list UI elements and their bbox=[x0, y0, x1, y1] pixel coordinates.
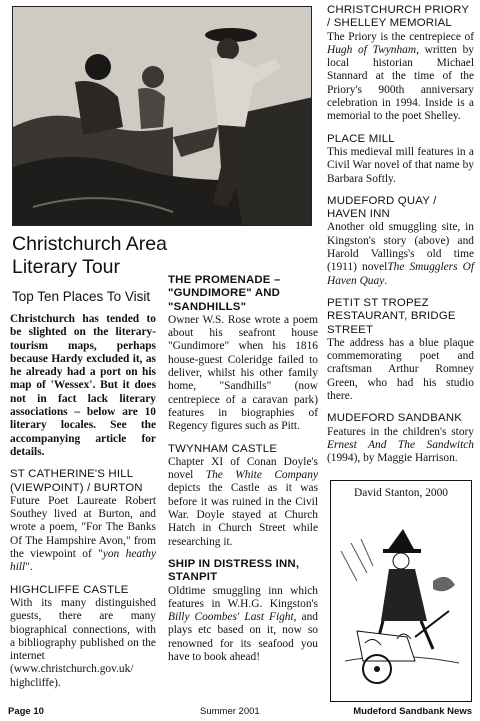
section-place-mill bbox=[327, 133, 474, 186]
title-line-1: Christchurch Area bbox=[12, 233, 167, 255]
illustration-frame bbox=[330, 480, 472, 702]
middle-column bbox=[168, 274, 318, 673]
section-christchurch-priory bbox=[327, 4, 474, 124]
section-body: Features in the children's story Ernest And The Sandwitch (1994), by Maggie Harrison. bbox=[327, 425, 474, 465]
section-heading: THE PROMENADE – "GUNDIMORE" AND "SANDHILLS" bbox=[168, 274, 281, 313]
section-st-catherines-hill bbox=[10, 468, 156, 574]
footer-publication: Mudeford Sandbank News bbox=[353, 706, 472, 717]
section-petit-st-tropez bbox=[327, 297, 474, 403]
section-twynham-castle bbox=[168, 443, 318, 549]
section-heading: HIGHCLIFFE CASTLE bbox=[10, 583, 129, 596]
section-body: This medieval mill features in a Civil War novel of that name by Barbara Softly. bbox=[327, 145, 474, 185]
section-mudeford-quay bbox=[327, 195, 474, 288]
section-body: Chapter XI of Conan Doyle's novel The White Company depicts the Castle as it was before it was ruined in the Civil War. Doyle stayed at Church Hatch in Church Street while researching it. bbox=[168, 455, 318, 548]
section-heading: MUDEFORD SANDBANK bbox=[327, 412, 463, 425]
section-highcliffe-castle bbox=[10, 584, 156, 690]
intro-paragraph: Christchurch has tended to be slighted on the literary-tourism maps, perhaps because Hardy excluded it, as he already had a port on his map of 'Wessex'. But it does not in fact lack literary associations – below are 10 literary locales. See the accompanying article for details. bbox=[10, 313, 156, 458]
section-heading: CHRISTCHURCH PRIORY / SHELLEY MEMORIAL bbox=[327, 4, 469, 30]
section-heading: MUDEFORD QUAY / HAVEN INN bbox=[327, 194, 437, 221]
footer-issue: Summer 2001 bbox=[200, 706, 260, 717]
section-body: Oldtime smuggling inn which features in W.H.G. Kingston's Billy Coombes' Last Fight, and plays etc based on it, now so renowned for its seafood you have to book ahead! bbox=[168, 584, 318, 664]
article-subtitle: Top Ten Places To Visit bbox=[12, 289, 151, 304]
section-heading: SHIP IN DISTRESS INN, STANPIT bbox=[168, 557, 300, 584]
section-mudeford-sandbank bbox=[327, 412, 474, 465]
photo-scene bbox=[13, 7, 312, 226]
section-heading: PETIT ST TROPEZ RESTAURANT, BRIDGE STREET bbox=[327, 296, 456, 336]
section-body: The Priory is the centrepiece of Hugh of Twynham, written by local historian Michael Stannard at the time of the Priory's 900th anniversary celebration in 1994. Inside is a memorial to the poet Shelley. bbox=[327, 30, 474, 123]
section-body: Owner W.S. Rose wrote a poem about his seafront house "Gundimore" when his 1816 house-guest Coleridge failed to deliver, whilst his other family home, "Sandhills" (now centrepiece of a caravan park) features in biographies of Regency figures such as Pitt. bbox=[168, 313, 318, 433]
section-heading: ST CATHERINE'S HILL (VIEWPOINT) / BURTON bbox=[10, 468, 143, 494]
section-ship-in-distress bbox=[168, 558, 318, 664]
section-body: The address has a blue plaque commemorating poet and craftsman Arthur Romney Green, who had his studio there. bbox=[327, 336, 474, 403]
section-body: With its many distinguished guests, there are many biographical connections, with a bibliography published on the internet (www.christchurch.gov.uk/ highcliffe). bbox=[10, 596, 156, 689]
section-the-promenade bbox=[168, 274, 318, 434]
left-column bbox=[10, 313, 156, 699]
section-heading: TWYNHAM CASTLE bbox=[168, 442, 278, 455]
section-body: Future Poet Laureate Robert Southey lived at Burton, and wrote a poem, "For The Banks Of The Hampshire Avon," from the viewpoint of "yon heathy hill". bbox=[10, 494, 156, 574]
section-heading: PLACE MILL bbox=[327, 132, 395, 145]
title-line-2: Literary Tour bbox=[12, 256, 121, 278]
article-photo bbox=[12, 6, 312, 226]
witch-wheelbarrow-drawing bbox=[337, 511, 467, 696]
illustration-caption: David Stanton, 2000 bbox=[354, 487, 448, 499]
section-body: Another old smuggling site, in Kingston's story (above) and Harold Vallings's old time (1911) novelThe Smugglers Of Haven Quay. bbox=[327, 221, 474, 287]
right-column bbox=[327, 4, 474, 475]
footer-page-number: Page 10 bbox=[8, 706, 44, 717]
article-title bbox=[12, 233, 322, 279]
